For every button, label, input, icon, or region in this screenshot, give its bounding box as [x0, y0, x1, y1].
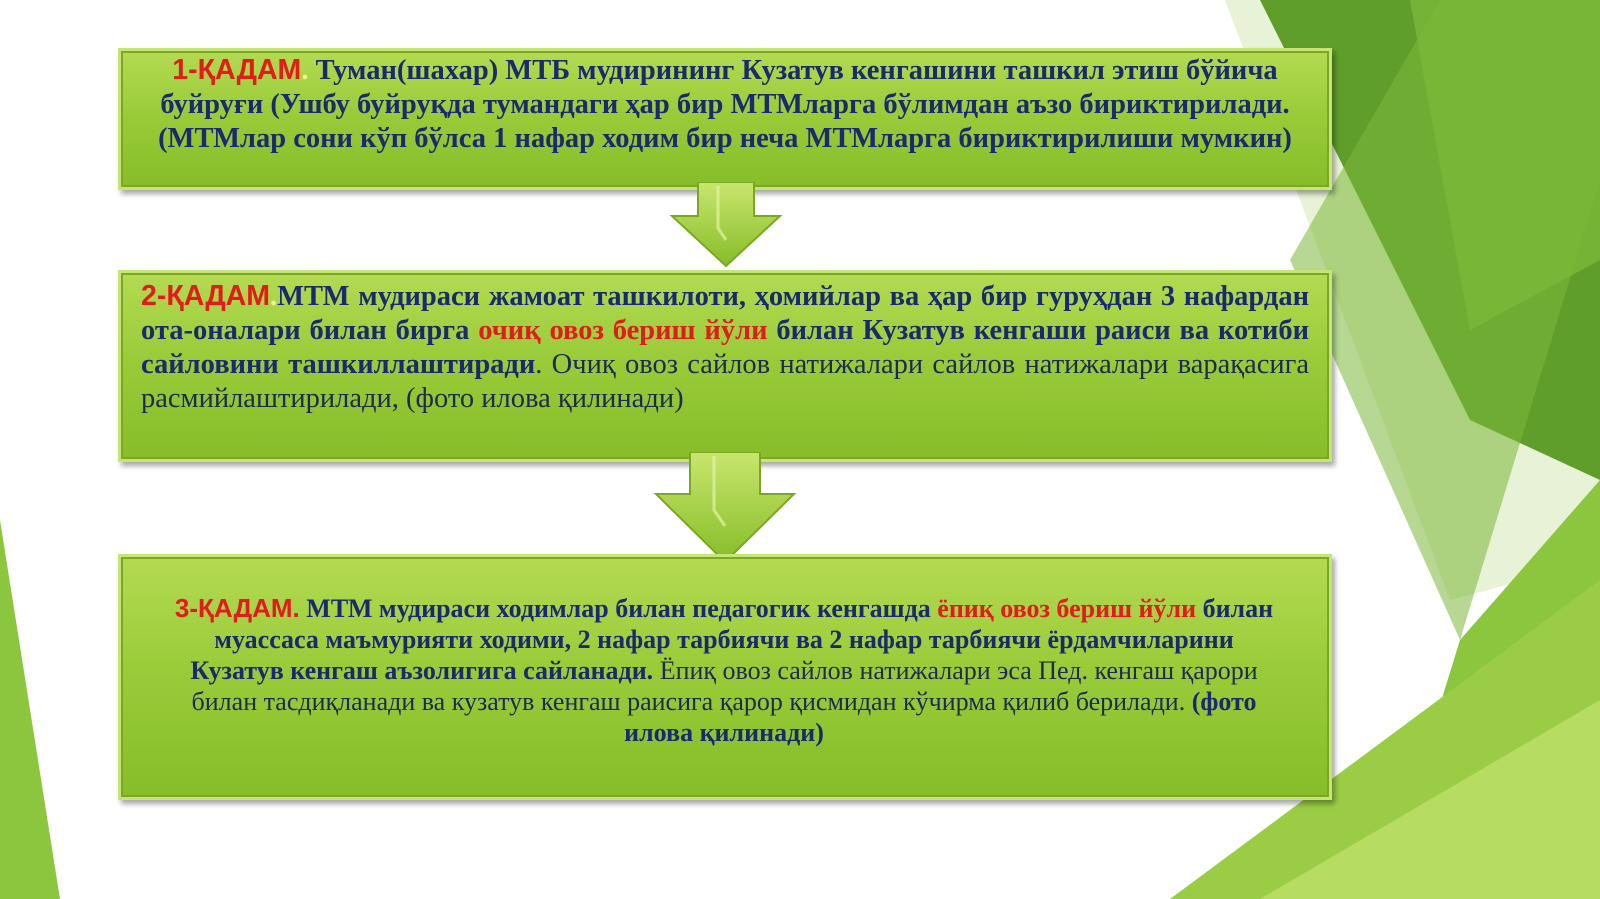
step-2-box [118, 270, 1332, 462]
step-2-highlight: очиқ овоз бериш йўли [478, 315, 768, 346]
down-arrow-icon [652, 452, 798, 564]
step-2-body-a: МТМ мудираси жамоат ташкилоти, ҳомийлар ва ҳар бир гуруҳдан 3 нафардан ота-оналари билан бирга [141, 281, 1309, 346]
step-1-text [143, 53, 1307, 156]
step-2-body-c: . Очиқ овоз сайлов натижалари сайлов натижалари варақасига расмийлаштирилади, (фото илова қилинади) [141, 349, 1309, 414]
step-2-body-b: билан Кузатув кенгаши раиси ва котиби сайловини ташкиллаштиради [141, 315, 1309, 380]
step-3-box [118, 554, 1332, 800]
down-arrow-icon [668, 182, 784, 268]
step-3-label: 3-ҚАДАМ. [174, 593, 300, 623]
step-3-body-a: МТМ мудираси ходимлар билан педагогик кенгашда [299, 594, 938, 623]
step-3-body-d: (фото илова қилинади) [624, 687, 1257, 747]
step-1-label: 1-ҚАДАМ [172, 54, 302, 86]
step-1-body: Туман(шахар) МТБ мудирининг Кузатув кенгашини ташкил этиш бўйича буйруғи (Ушбу буйруқда тумандаги ҳар бир МТМларга бўлимдан аъзо бириктирилади. (МТМлар сони кўп бўлса 1 нафар ходим бир неча МТМларга бириктирилиши мумкин) [158, 55, 1292, 154]
bg-left-shape [0, 520, 60, 899]
step-1-separator: . [301, 55, 309, 86]
step-3-body-b: билан муассаса маъмурияти ходими, 2 нафар тарбиячи ва 2 нафар тарбиячи ёрдамчиларини Кузатув кенгаш аъзолигига сайланади. [190, 594, 1274, 685]
step-2-separator: . [270, 281, 278, 312]
step-3-text [171, 593, 1277, 748]
step-2-label: 2-ҚАДАМ [141, 280, 271, 312]
step-3-body-c: Ёпиқ овоз сайлов натижалари эса Пед. кенгаш қарори билан тасдиқланади ва кузатув кенгаш раисига қарор қисмидан кўчирма қилиб берилади. [191, 656, 1258, 716]
step-1-box [118, 48, 1332, 190]
step-3-highlight: ёпиқ овоз бериш йўли [937, 594, 1197, 623]
step-2-text [141, 279, 1309, 416]
